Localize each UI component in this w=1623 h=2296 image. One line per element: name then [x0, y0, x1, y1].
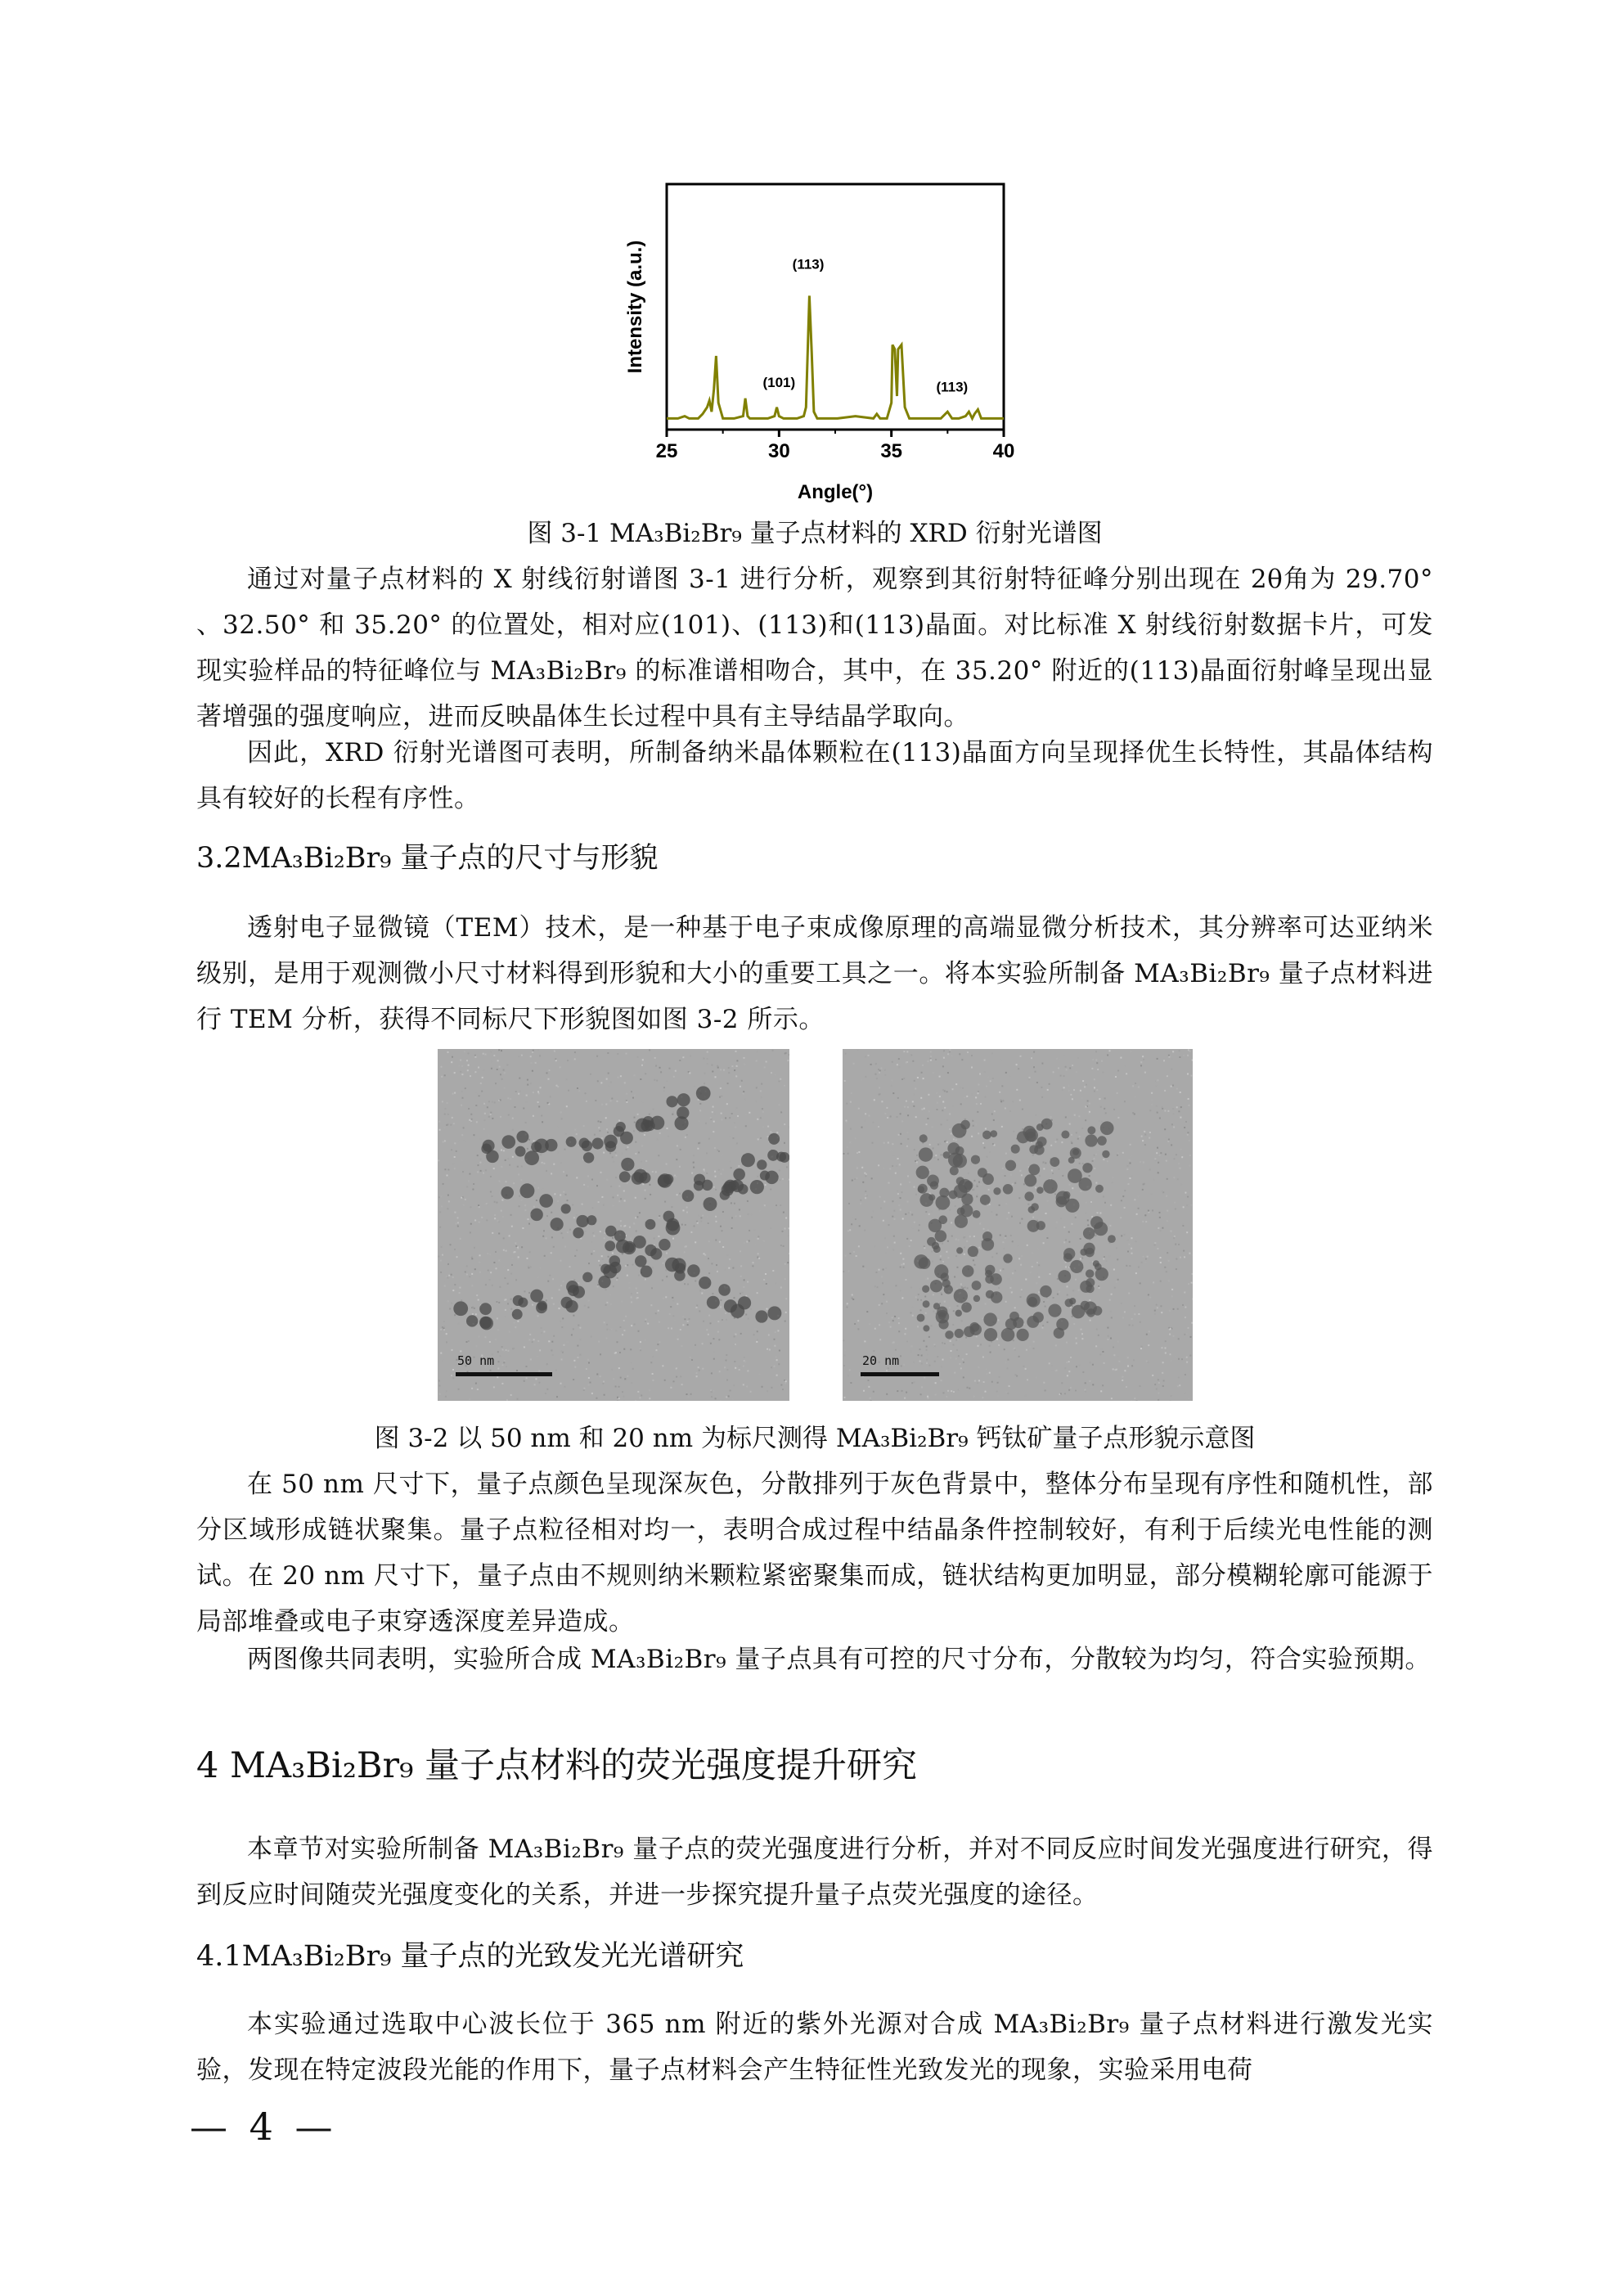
paragraph-tem-analysis: 在 50 nm 尺寸下，量子点颜色呈现深灰色，分散排列于灰色背景中，整体分布呈现有序性和随机性，部分区域形成链状聚集。量子点粒径相对均一，表明合成过程中结晶条件控制较好，有利于后续光电性能的测试。在 20 nm 尺寸下，量子点由不规则纳米颗粒紧密聚集而成，链状结构更加明显，部分模糊轮廓可能源于局部堆叠或电子束穿透深度差异造成。 — [196, 1470, 1433, 1636]
paragraph-tem-conclusion: 两图像共同表明，实验所合成 MA₃Bi₂Br₉ 量子点具有可控的尺寸分布，分散较为均匀，符合实验预期。 — [247, 1645, 1431, 1674]
chapter-heading-4: 4 MA₃Bi₂Br₉ 量子点材料的荧光强度提升研究 — [196, 1745, 917, 1786]
x-tick-label: 25 — [655, 440, 678, 462]
peak-annotation: (101) — [762, 375, 796, 391]
tem-image-50nm — [438, 1049, 789, 1401]
peak-annotation: (113) — [936, 379, 969, 395]
paragraph-chapter-4-intro: 本章节对实验所制备 MA₃Bi₂Br₉ 量子点的荧光强度进行分析，并对不同反应时间发光强度进行研究，得到反应时间随荧光强度变化的关系，并进一步探究提升量子点荧光强度的途径。 — [196, 1835, 1433, 1910]
y-axis-label: Intensity (a.u.) — [624, 240, 646, 374]
paragraph-xrd-conclusion: 因此，XRD 衍射光谱图可表明，所制备纳米晶体颗粒在(113)晶面方向呈现择优生长特性，其晶体结构具有较好的长程有序性。 — [196, 738, 1433, 813]
x-axis-label: Angle(°) — [797, 481, 874, 503]
xrd-chart — [605, 168, 1031, 511]
figure-3-1-caption: 图 3-1 MA₃Bi₂Br₉ 量子点材料的 XRD 衍射光谱图 — [527, 519, 1103, 548]
x-tick-label: 30 — [767, 440, 790, 462]
paragraph-tem-intro: 透射电子显微镜（TEM）技术，是一种基于电子束成像原理的高端显微分析技术，其分辨率可达亚纳米级别，是用于观测微小尺寸材料得到形貌和大小的重要工具之一。将本实验所制备 MA₃Bi₂Br₉ 量子点材料进行 TEM 分析，获得不同标尺下形貌图如图 3-2 所示。 — [196, 913, 1433, 1034]
xrd-series-line — [667, 295, 1004, 418]
x-tick-label: 40 — [992, 440, 1015, 462]
paragraph-xrd-analysis: 通过对量子点材料的 X 射线衍射谱图 3-1 进行分析，观察到其衍射特征峰分别出现在 2θ角为 29.70° 、32.50° 和 35.20° 的位置处，相对应(101)、(113)和(113)晶面。对比标准 X 射线衍射数据卡片，可发现实验样品的特征峰位与 MA₃Bi₂Br₉ 的标准谱相吻合，其中，在 35.20° 附近的(113)晶面衍射峰呈现出显著增强的强度响应，进而反映晶体生长过程中具有主导结晶学取向。 — [196, 565, 1433, 732]
section-heading-4-1: 4.1MA₃Bi₂Br₉ 量子点的光致发光光谱研究 — [196, 1940, 744, 1973]
paragraph-pl-spectrum: 本实验通过选取中心波长位于 365 nm 附近的紫外光源对合成 MA₃Bi₂Br₉ 量子点材料进行激发光实验，发现在特定波段光能的作用下，量子点材料会产生特征性光致发光的现象，实验采用电荷 — [196, 2010, 1433, 2085]
figure-3-2-caption: 图 3-2 以 50 nm 和 20 nm 为标尺测得 MA₃Bi₂Br₉ 钙钛矿量子点形貌示意图 — [374, 1424, 1256, 1453]
scale-bar-20nm — [861, 1372, 939, 1376]
section-heading-3-2: 3.2MA₃Bi₂Br₉ 量子点的尺寸与形貌 — [196, 842, 659, 875]
page-number: — 4 — — [190, 2105, 338, 2149]
tem-image-20nm — [843, 1049, 1193, 1401]
peak-annotation: (113) — [792, 256, 825, 272]
scale-label-20nm: 20 nm — [862, 1353, 900, 1368]
x-tick-label: 35 — [880, 440, 903, 462]
scale-bar-50nm — [456, 1372, 552, 1376]
scale-label-50nm: 50 nm — [457, 1353, 495, 1368]
